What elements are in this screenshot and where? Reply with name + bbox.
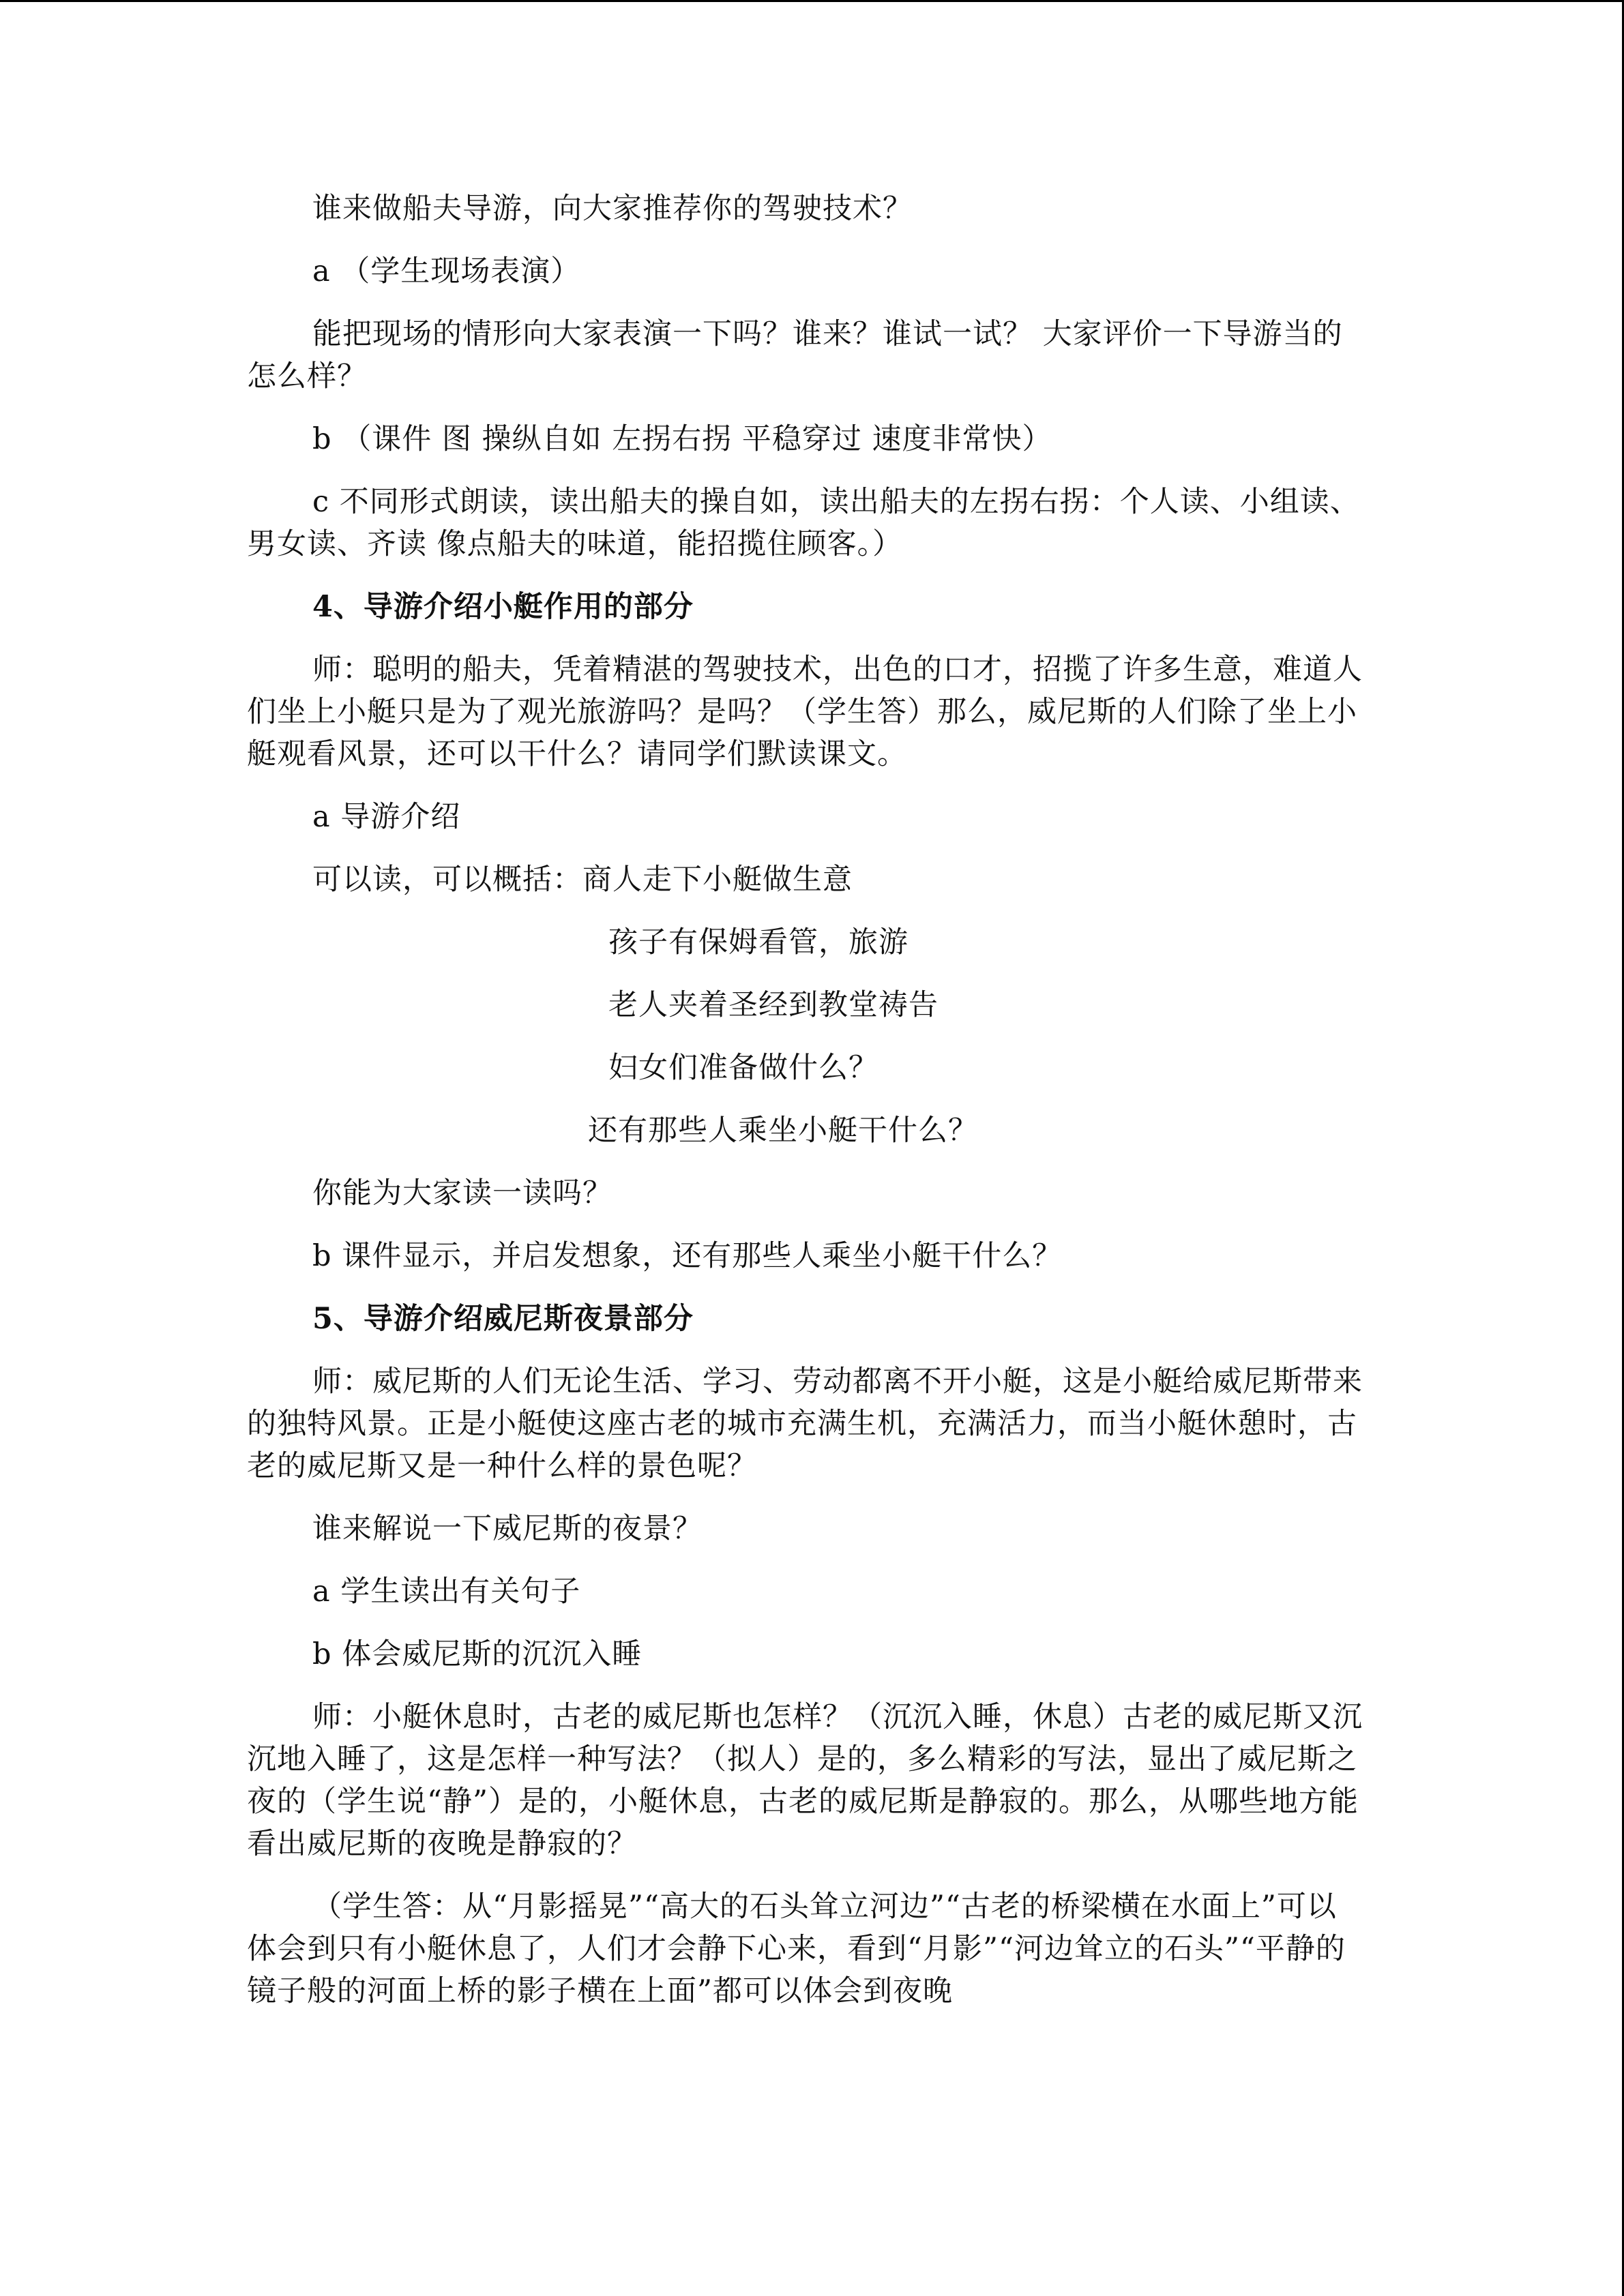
paragraph: a （学生现场表演）: [312, 254, 581, 288]
paragraph: 谁来做船夫导游，向大家推荐你的驾驶技术？: [312, 192, 913, 226]
section-heading: 5、导游介绍威尼斯夜景部分: [312, 1302, 694, 1336]
document-body: [247, 188, 1365, 2033]
page-border-top: [0, 0, 1624, 2]
paragraph: a 学生读出有关句子: [312, 1575, 581, 1609]
paragraph: 能把现场的情形向大家表演一下吗？谁来？谁试一试？ 大家评价一下导游当的怎么样？: [247, 317, 1343, 393]
list-intro: 可以读，可以概括：商人走下小艇做生意: [312, 863, 853, 897]
paragraph: 师：小艇休息时，古老的威尼斯也怎样？（沉沉入睡，休息）古老的威尼斯又沉沉地入睡了，这是怎样一种写法？（拟人）是的，多么精彩的写法，显出了威尼斯之夜的（学生说“静”）是的，小艇休息，古老的威尼斯是静寂的。那么，从哪些地方能看出威尼斯的夜晚是静寂的？: [247, 1700, 1363, 1861]
paragraph: a 导游介绍: [312, 800, 461, 834]
paragraph: 师：聪明的船夫，凭着精湛的驾驶技术，出色的口才，招揽了许多生意，难道人们坐上小艇只是为了观光旅游吗？是吗？（学生答）那么，威尼斯的人们除了坐上小艇观看风景，还可以干什么？请同学们默读课文。: [247, 653, 1363, 771]
paragraph: b 课件显示，并启发想象，还有那些人乘坐小艇干什么？: [312, 1239, 1063, 1273]
paragraph: 你能为大家读一读吗？: [312, 1176, 612, 1210]
paragraph: b （课件 图 操纵自如 左拐右拐 平稳穿过 速度非常快）: [312, 422, 1052, 456]
list-item: 妇女们准备做什么？: [608, 1051, 879, 1085]
paragraph: b 体会威尼斯的沉沉入睡: [312, 1637, 643, 1671]
paragraph: 师：威尼斯的人们无论生活、学习、劳动都离不开小艇，这是小艇给威尼斯带来的独特风景。正是小艇使这座古老的城市充满生机，充满活力，而当小艇休憩时，古老的威尼斯又是一种什么样的景色呢？: [247, 1365, 1363, 1483]
paragraph: 谁来解说一下威尼斯的夜景？: [312, 1512, 703, 1546]
paragraph: c 不同形式朗读，读出船夫的操自如，读出船夫的左拐右拐：个人读、小组读、男女读、齐读 像点船夫的味道，能招揽住顾客。）: [247, 485, 1360, 561]
list-item: 老人夹着圣经到教堂祷告: [608, 988, 939, 1022]
section-heading: 4、导游介绍小艇作用的部分: [312, 590, 694, 624]
list-item: 孩子有保姆看管，旅游: [608, 925, 909, 959]
paragraph: （学生答：从“月影摇晃”“高大的石头耸立河边”“古老的桥梁横在水面上”可以体会到只有小艇休息了，人们才会静下心来，看到“月影”“河边耸立的石头”“平静的镜子般的河面上桥的影子横在上面”都可以体会到夜晚: [247, 1890, 1346, 2008]
list-item: 还有那些人乘坐小艇干什么？: [588, 1114, 978, 1148]
